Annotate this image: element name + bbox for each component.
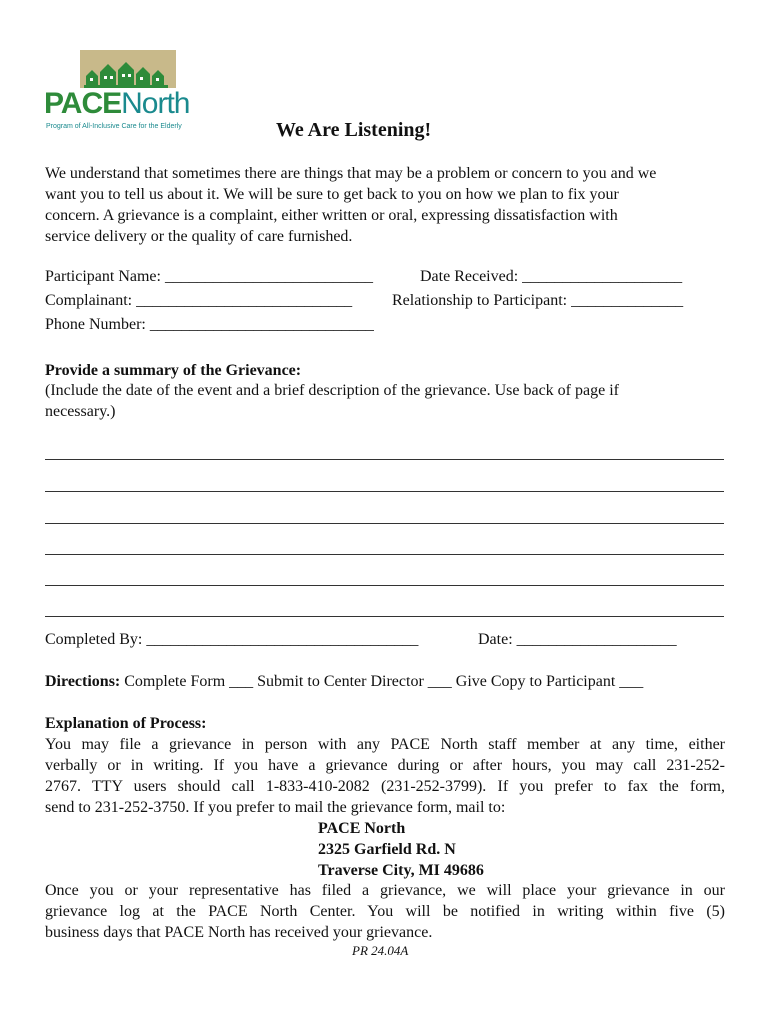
directions-label: Directions: bbox=[45, 673, 121, 690]
summary-write-line[interactable] bbox=[45, 616, 724, 617]
summary-write-line[interactable] bbox=[45, 491, 724, 492]
summary-write-line[interactable] bbox=[45, 523, 724, 524]
summary-heading: Provide a summary of the Grievance: bbox=[45, 362, 302, 379]
intro-line: want you to tell us about it. We will be sure to get back to you on how we plan to fix your bbox=[45, 186, 619, 203]
logo-brand-bold: PACE bbox=[44, 87, 122, 120]
complainant-field[interactable]: Complainant: ___________________________ bbox=[45, 292, 353, 309]
participant-name-field[interactable]: Participant Name: __________________________ bbox=[45, 268, 373, 285]
address-street: 2325 Garfield Rd. N bbox=[318, 841, 456, 858]
phone-number-field[interactable]: Phone Number: ____________________________ bbox=[45, 316, 374, 333]
process-line: Once you or your representative has filed a grievance, we will place your grievance in our bbox=[45, 882, 725, 899]
process-line: You may file a grievance in person with any PACE North staff member at any time, either bbox=[45, 736, 725, 753]
process-line: business days that PACE North has received your grievance. bbox=[45, 924, 433, 941]
directions-line bbox=[45, 671, 643, 692]
intro-line: We understand that sometimes there are things that may be a problem or concern to you and we bbox=[45, 165, 657, 182]
completed-by-field[interactable]: Completed By: __________________________________ bbox=[45, 631, 419, 648]
relationship-field[interactable]: Relationship to Participant: ______________ bbox=[392, 292, 684, 309]
address-city: Traverse City, MI 49686 bbox=[318, 862, 484, 879]
process-line: verbally or in writing. If you have a grievance during or after hours, you may call 231-252- bbox=[45, 757, 725, 774]
process-line: send to 231-252-3750. If you prefer to mail the grievance form, mail to: bbox=[45, 799, 506, 816]
intro-line: service delivery or the quality of care furnished. bbox=[45, 228, 353, 245]
process-heading: Explanation of Process: bbox=[45, 715, 207, 732]
completion-date-field[interactable]: Date: ____________________ bbox=[478, 631, 677, 648]
summary-write-line[interactable] bbox=[45, 585, 724, 586]
address-name: PACE North bbox=[318, 820, 406, 837]
pace-north-logo bbox=[44, 50, 214, 135]
directions-text: Complete Form ___ Submit to Center Director ___ Give Copy to Participant ___ bbox=[120, 673, 644, 690]
summary-write-line[interactable] bbox=[45, 554, 724, 555]
logo-brand-regular: North bbox=[121, 87, 190, 120]
houses-icon bbox=[80, 50, 220, 92]
summary-instructions: (Include the date of the event and a brief description of the grievance. Use back of page if bbox=[45, 382, 619, 399]
summary-instructions: necessary.) bbox=[45, 403, 116, 420]
process-line: 2767. TTY users should call 1-833-410-2082 (231-252-3799). If you prefer to fax the form, bbox=[45, 778, 725, 795]
form-code: PR 24.04A bbox=[352, 943, 409, 958]
summary-write-line[interactable] bbox=[45, 459, 724, 460]
logo-tagline: Program of All-Inclusive Care for the Elderly bbox=[46, 123, 182, 130]
logo-wordmark bbox=[44, 88, 189, 120]
process-line: grievance log at the PACE North Center. You will be notified in writing within five (5) bbox=[45, 903, 725, 920]
intro-line: concern. A grievance is a complaint, either written or oral, expressing dissatisfaction with bbox=[45, 207, 618, 224]
date-received-field[interactable]: Date Received: ____________________ bbox=[420, 268, 683, 285]
page-title: We Are Listening! bbox=[276, 119, 432, 141]
